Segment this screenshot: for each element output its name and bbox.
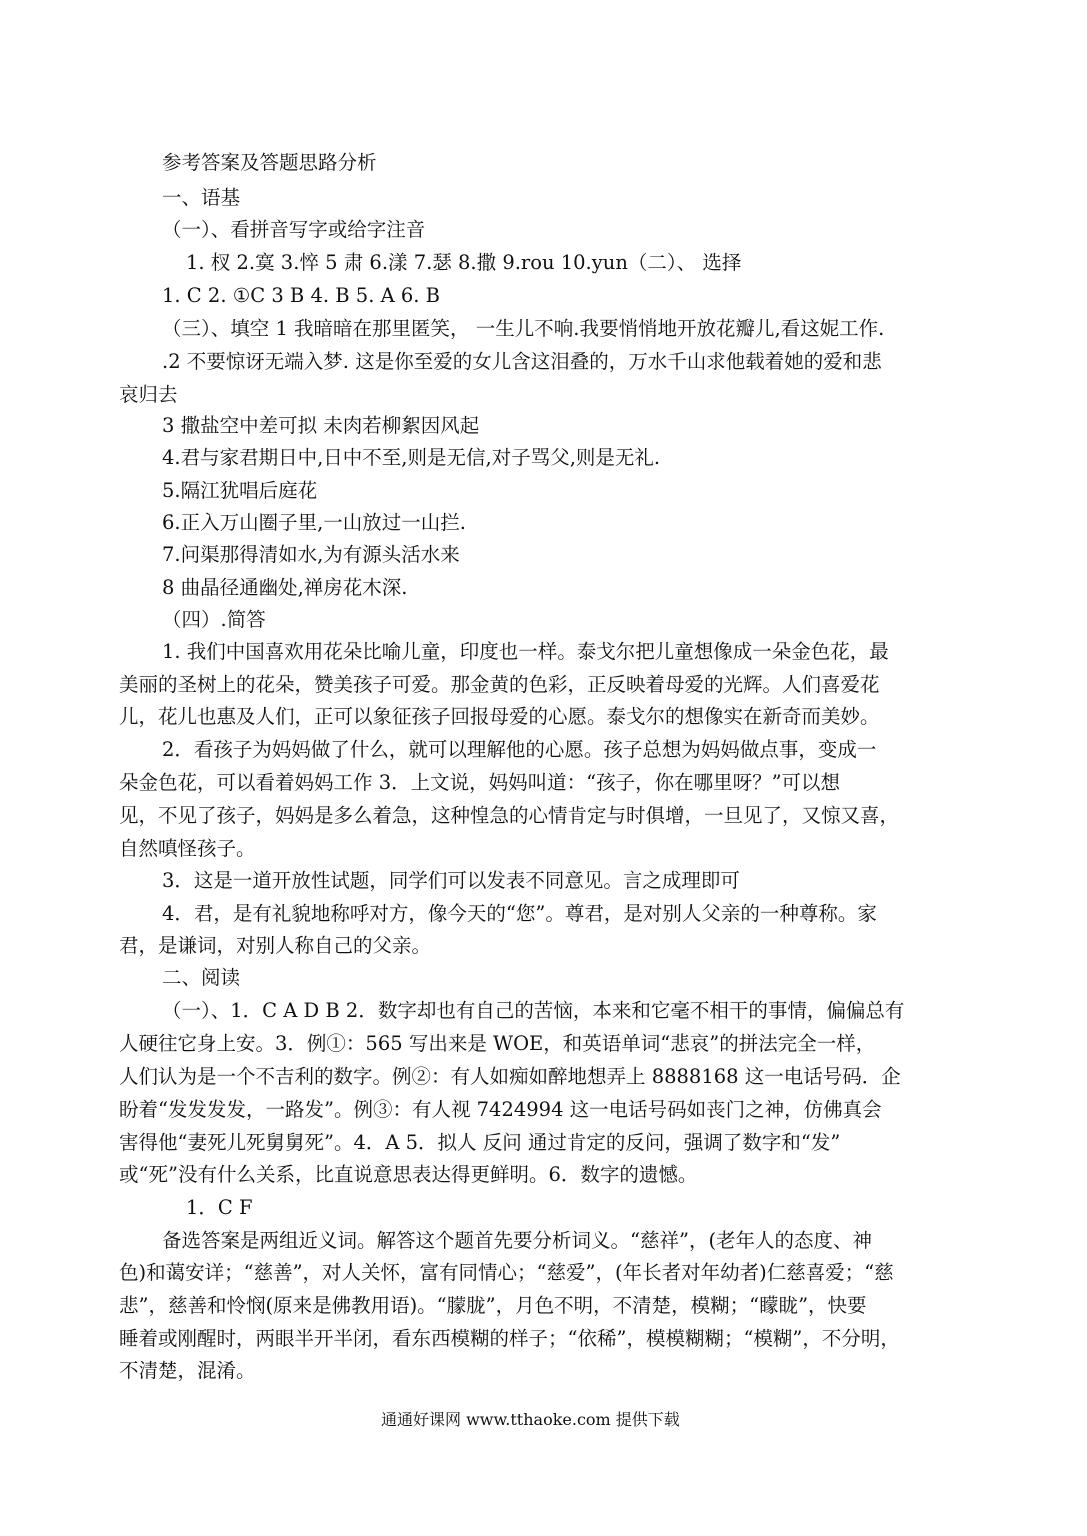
text-line: 3 撒盐空中差可拟 未肉若柳絮因风起	[162, 414, 480, 437]
page-footer: 通通好课网 www.tthaoke.com 提供下载	[381, 1410, 680, 1429]
text-line: 哀归去	[119, 383, 178, 406]
text-line: 4.君与家君期日中,日中不至,则是无信,对子骂父,则是无礼.	[162, 446, 661, 469]
text-line: 君，是谦词，对别人称自己的父亲。	[119, 934, 432, 957]
text-line: 色)和蔼安详；“慈善”，对人关怀，富有同情心；“慈爱”，(年长者对年幼者)仁慈喜爱；“慈	[119, 1261, 894, 1284]
text-line: 自然嗔怪孩子。	[119, 837, 256, 860]
text-line: 备选答案是两组近义词。解答这个题首先要分析词义。“慈祥”，(老年人的态度、神	[162, 1229, 873, 1252]
text-line: 美丽的圣树上的花朵，赞美孩子可爱。那金黄的色彩，正反映着母爱的光辉。人们喜爱花	[119, 673, 880, 696]
text-line: 1. 我们中国喜欢用花朵比喻儿童，印度也一样。泰戈尔把儿童想像成一朵金色花，最	[162, 640, 889, 663]
subsection-heading: （一）、看拼音写字或给字注音	[162, 218, 426, 241]
text-line: 睡着或刚醒时，两眼半开半闭，看东西模糊的样子；“依稀”，模模糊糊；“模糊”，不分明，	[119, 1327, 900, 1350]
text-line: 人硬往它身上安。3．例①：565 写出来是 WOE，和英语单词“悲哀”的拼法完全一样，	[119, 1032, 876, 1055]
doc-title: 参考答案及答题思路分析	[162, 151, 377, 174]
text-line: 3．这是一道开放性试题，同学们可以发表不同意见。言之成理即可	[162, 869, 740, 892]
text-line: .2 不要惊讶无端入梦. 这是你至爱的女儿含这泪叠的，万水千山求他载着她的爱和悲	[162, 350, 882, 373]
text-line: 盼着“发发发发，一路发”。例③：有人视 7424994 这一电话号码如丧门之神，仿佛真会	[119, 1098, 882, 1121]
text-line: 人们认为是一个不吉利的数字。例②：有人如痴如醉地想弄上 8888168 这一电话号码．企	[119, 1065, 901, 1088]
subsection-heading: （四）.简答	[162, 608, 266, 631]
text-line: 6.正入万山圈子里,一山放过一山拦.	[162, 511, 467, 534]
text-line: 2．看孩子为妈妈做了什么，就可以理解他的心愿。孩子总想为妈妈做点事，变成一	[162, 738, 877, 761]
text-line: 1. C 2. ①C 3 B 4. B 5. A 6. B	[162, 284, 441, 307]
text-line: 1．C F	[186, 1196, 253, 1219]
text-line: 5.隔江犹唱后庭花	[162, 479, 318, 502]
text-line: 8 曲晶径通幽处,禅房花木深.	[162, 576, 408, 599]
text-line: 朵金色花，可以看着妈妈工作 3．上文说，妈妈叫道：“孩子，你在哪里呀？”可以想	[119, 771, 841, 794]
text-line: 害得他“妻死儿死舅舅死”。4．A 5．拟人 反问 通过肯定的反问，强调了数字和“发”	[119, 1131, 841, 1154]
text-line: 或“死”没有什么关系，比直说意思表达得更鲜明。6．数字的遗憾。	[119, 1163, 698, 1186]
text-line: 不清楚，混淆。	[119, 1359, 256, 1382]
text-line: 4．君，是有礼貌地称呼对方，像今天的“您”。尊君，是对别人父亲的一种尊称。家	[162, 902, 877, 925]
section-heading: 二、阅读	[162, 966, 241, 989]
text-line: （一）、1．C A D B 2．数字却也有自己的苦恼，本来和它毫不相干的事情，偏偏总有	[162, 999, 905, 1022]
text-line: 儿，花儿也惠及人们，正可以象征孩子回报母爱的心愿。泰戈尔的想像实在新奇而美妙。	[119, 705, 880, 728]
text-line: 7.问渠那得清如水,为有源头活水来	[162, 543, 460, 566]
text-line: 1. 杈 2.寞 3.悴 5 肃 6.漾 7.瑟 8.撒 9.rou 10.yun（二）、 选择	[186, 251, 742, 274]
section-heading: 一、语基	[162, 186, 241, 209]
text-line: 见，不见了孩子，妈妈是多么着急，这种惶急的心情肯定与时俱增，一旦见了，又惊又喜，	[119, 804, 900, 827]
text-line: （三）、填空 1 我暗暗在那里匿笑， 一生儿不响.我要悄悄地开放花瓣儿,看这妮工作.	[162, 317, 885, 340]
text-line: 悲”，慈善和怜悯(原来是佛教用语)。“朦胧”，月色不明，不清楚，模糊；“矇眬”，快要	[119, 1294, 867, 1317]
